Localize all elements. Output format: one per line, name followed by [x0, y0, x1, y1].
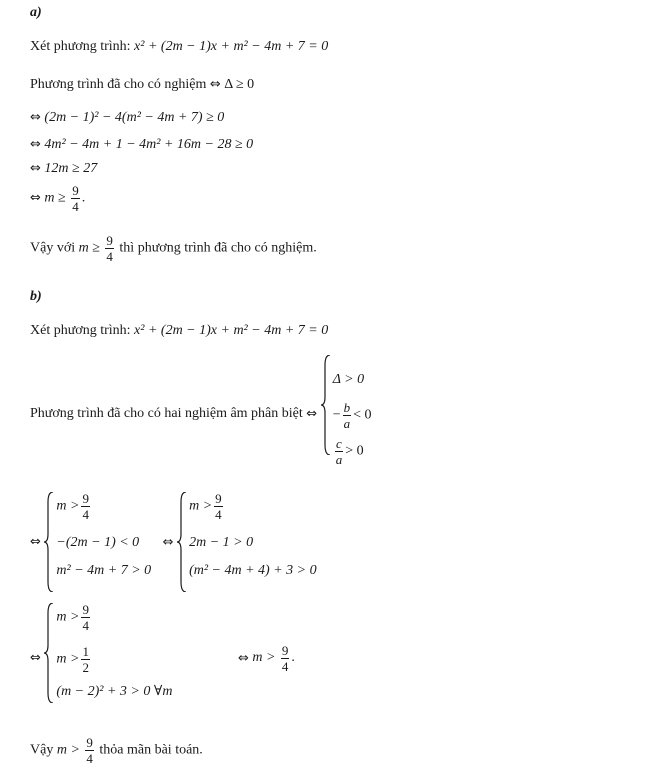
equiv-icon: ⇔	[30, 650, 41, 666]
brace-icon	[321, 355, 331, 455]
part-b-step2: ⇔ m > $\frac{9}{4}$ m > $\frac{1}{2}$ (m − 2)² + 3 > 0 ∀m ⇔ m > $\frac{9}{4}$ .	[30, 603, 295, 713]
equiv-icon: ⇔	[30, 161, 41, 176]
system-step3: m > $\frac{9}{4}$ m > $\frac{1}{2}$ (m − 2)² + 3 > 0 ∀m	[44, 603, 172, 713]
part-b-intro: Xét phương trình:	[30, 323, 131, 338]
part-a-intro-line	[30, 38, 328, 56]
part-a-condition: Phương trình đã cho có nghiệm ⇔ Δ ≥ 0	[30, 77, 255, 92]
fraction-nine-quarters: $\frac{9}{4}$	[86, 735, 93, 766]
part-b-equation: x² + (2m − 1)x + m² − 4m + 7 = 0	[134, 323, 329, 338]
equiv-icon: ⇔	[162, 534, 174, 550]
equiv-icon: ⇔	[30, 534, 41, 550]
brace-icon	[44, 492, 54, 592]
fraction-nine-quarters: $\frac{9}{4}$	[106, 233, 113, 264]
part-a-label: a)	[30, 5, 42, 20]
part-a-step3: ⇔ 12m ≥ 27	[30, 161, 98, 176]
part-a-step4: ⇔ m ≥ $\frac{9}{4}$ .	[30, 183, 86, 214]
part-b-conclusion: Vậy m > $\frac{9}{4}$ thỏa mãn bài toán.	[30, 735, 203, 766]
part-b-intro-line	[30, 322, 328, 340]
system-step2: m > $\frac{9}{4}$ 2m − 1 > 0 (m² − 4m + 4) + 3 > 0	[177, 492, 317, 592]
system-step1: m > $\frac{9}{4}$ −(2m − 1) < 0 m² − 4m + 7 > 0	[44, 492, 151, 592]
fraction-nine-quarters: $\frac{9}{4}$	[281, 642, 289, 674]
part-b-label: b)	[30, 289, 42, 304]
part-a-step2: ⇔ 4m² − 4m + 1 − 4m² + 16m − 28 ≥ 0	[30, 137, 254, 152]
equiv-icon: ⇔	[30, 137, 41, 152]
equiv-icon: ⇔	[30, 190, 41, 206]
part-a-equation: x² + (2m − 1)x + m² − 4m + 7 = 0	[134, 39, 329, 54]
brace-icon	[44, 603, 54, 703]
fraction-nine-quarters: $\frac{9}{4}$	[72, 183, 79, 214]
equiv-icon: ⇔	[209, 77, 221, 92]
equiv-icon: ⇔	[237, 650, 249, 666]
equiv-icon: ⇔	[306, 406, 318, 422]
part-b-condition: Phương trình đã cho có hai nghiệm âm phân biệt ⇔ Δ > 0 − $\frac{b}{a}$ < 0 $\frac{c}{a}$ > 0	[30, 355, 372, 473]
part-a-conclusion: Vậy với m ≥ $\frac{9}{4}$ thì phương trình đã cho có nghiệm.	[30, 233, 317, 264]
equiv-icon: ⇔	[30, 110, 41, 125]
brace-icon	[177, 492, 187, 592]
part-a-intro: Xét phương trình:	[30, 39, 131, 54]
part-b-step1	[30, 492, 317, 592]
system-negative-roots: Δ > 0 − $\frac{b}{a}$ < 0 $\frac{c}{a}$ > 0	[321, 355, 372, 473]
part-a-step1: ⇔ (2m − 1)² − 4(m² − 4m + 7) ≥ 0	[30, 110, 225, 125]
